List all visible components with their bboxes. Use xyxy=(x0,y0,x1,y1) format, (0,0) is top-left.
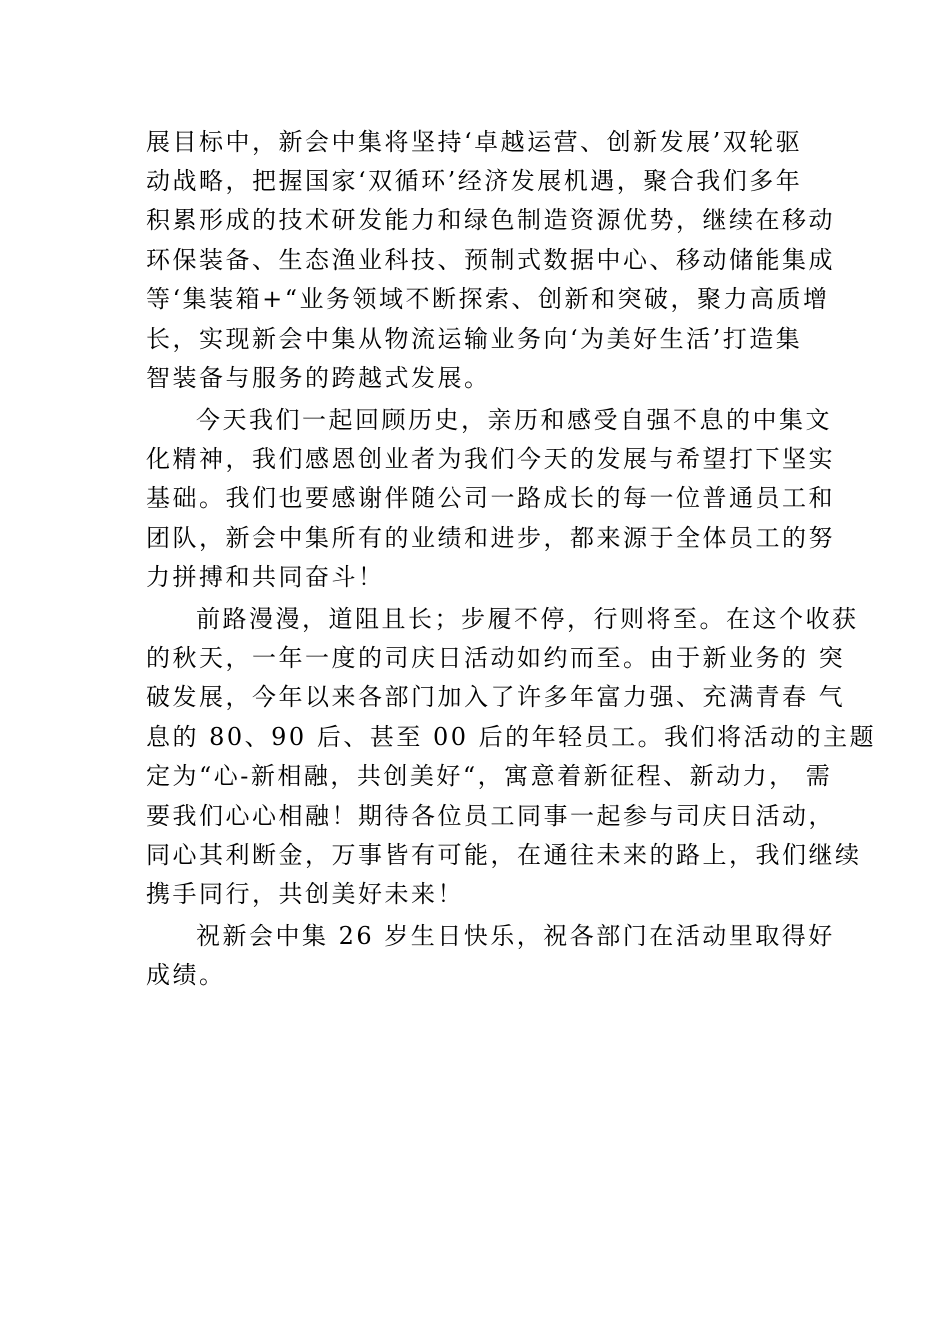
text-line: 祝新会中集 26 岁生日快乐，祝各部门在活动里取得好 xyxy=(196,922,835,950)
text-line: 环保装备、生态渔业科技、预制式数据中心、移动储能集成 xyxy=(146,246,835,274)
text-line: 积累形成的技术研发能力和绿色制造资源优势，继续在移动 xyxy=(146,206,835,234)
text-line: 破发展，今年以来各部门加入了许多年富力强、充满青春 气 xyxy=(146,683,846,711)
text-line: 力拼搏和共同奋斗！ xyxy=(146,563,385,591)
text-line: 成绩。 xyxy=(146,961,226,989)
text-line: 动战略，把握国家‘双循环’经济发展机遇，聚合我们多年 xyxy=(146,167,803,195)
text-line: 今天我们一起回顾历史，亲历和感受自强不息的中集文 xyxy=(196,406,832,434)
text-line: 团队，新会中集所有的业绩和进步，都来源于全体员工的努 xyxy=(146,524,835,552)
text-line: 智装备与服务的跨越式发展。 xyxy=(146,364,491,392)
text-line: 基础。我们也要感谢伴随公司一路成长的每一位普通员工和 xyxy=(146,484,835,512)
text-line: 展目标中，新会中集将坚持‘卓越运营、创新发展’双轮驱 xyxy=(146,128,803,156)
text-line: 息的 80、90 后、甚至 00 后的年轻员工。我们将活动的主题 xyxy=(146,723,877,751)
text-line: 等‘集装箱+“业务领域不断探索、创新和突破，聚力高质增 xyxy=(146,285,830,313)
text-line: 同心其利断金，万事皆有可能，在通往未来的路上，我们继续 xyxy=(146,841,862,869)
text-line: 要我们心心相融！期待各位员工同事一起参与司庆日活动， xyxy=(146,802,835,830)
text-line: 定为“心-新相融，共创美好“，寓意着新征程、新动力， 需 xyxy=(146,762,833,790)
text-line: 化精神，我们感恩创业者为我们今天的发展与希望打下坚实 xyxy=(146,445,835,473)
text-line: 长，实现新会中集从物流运输业务向‘为美好生活’打造集 xyxy=(146,325,803,353)
text-line: 携手同行，共创美好未来！ xyxy=(146,880,464,908)
text-line: 的秋天，一年一度的司庆日活动如约而至。由于新业务的 突 xyxy=(146,644,846,672)
text-line: 前路漫漫，道阻且长；步履不停，行则将至。在这个收获 xyxy=(196,605,859,633)
